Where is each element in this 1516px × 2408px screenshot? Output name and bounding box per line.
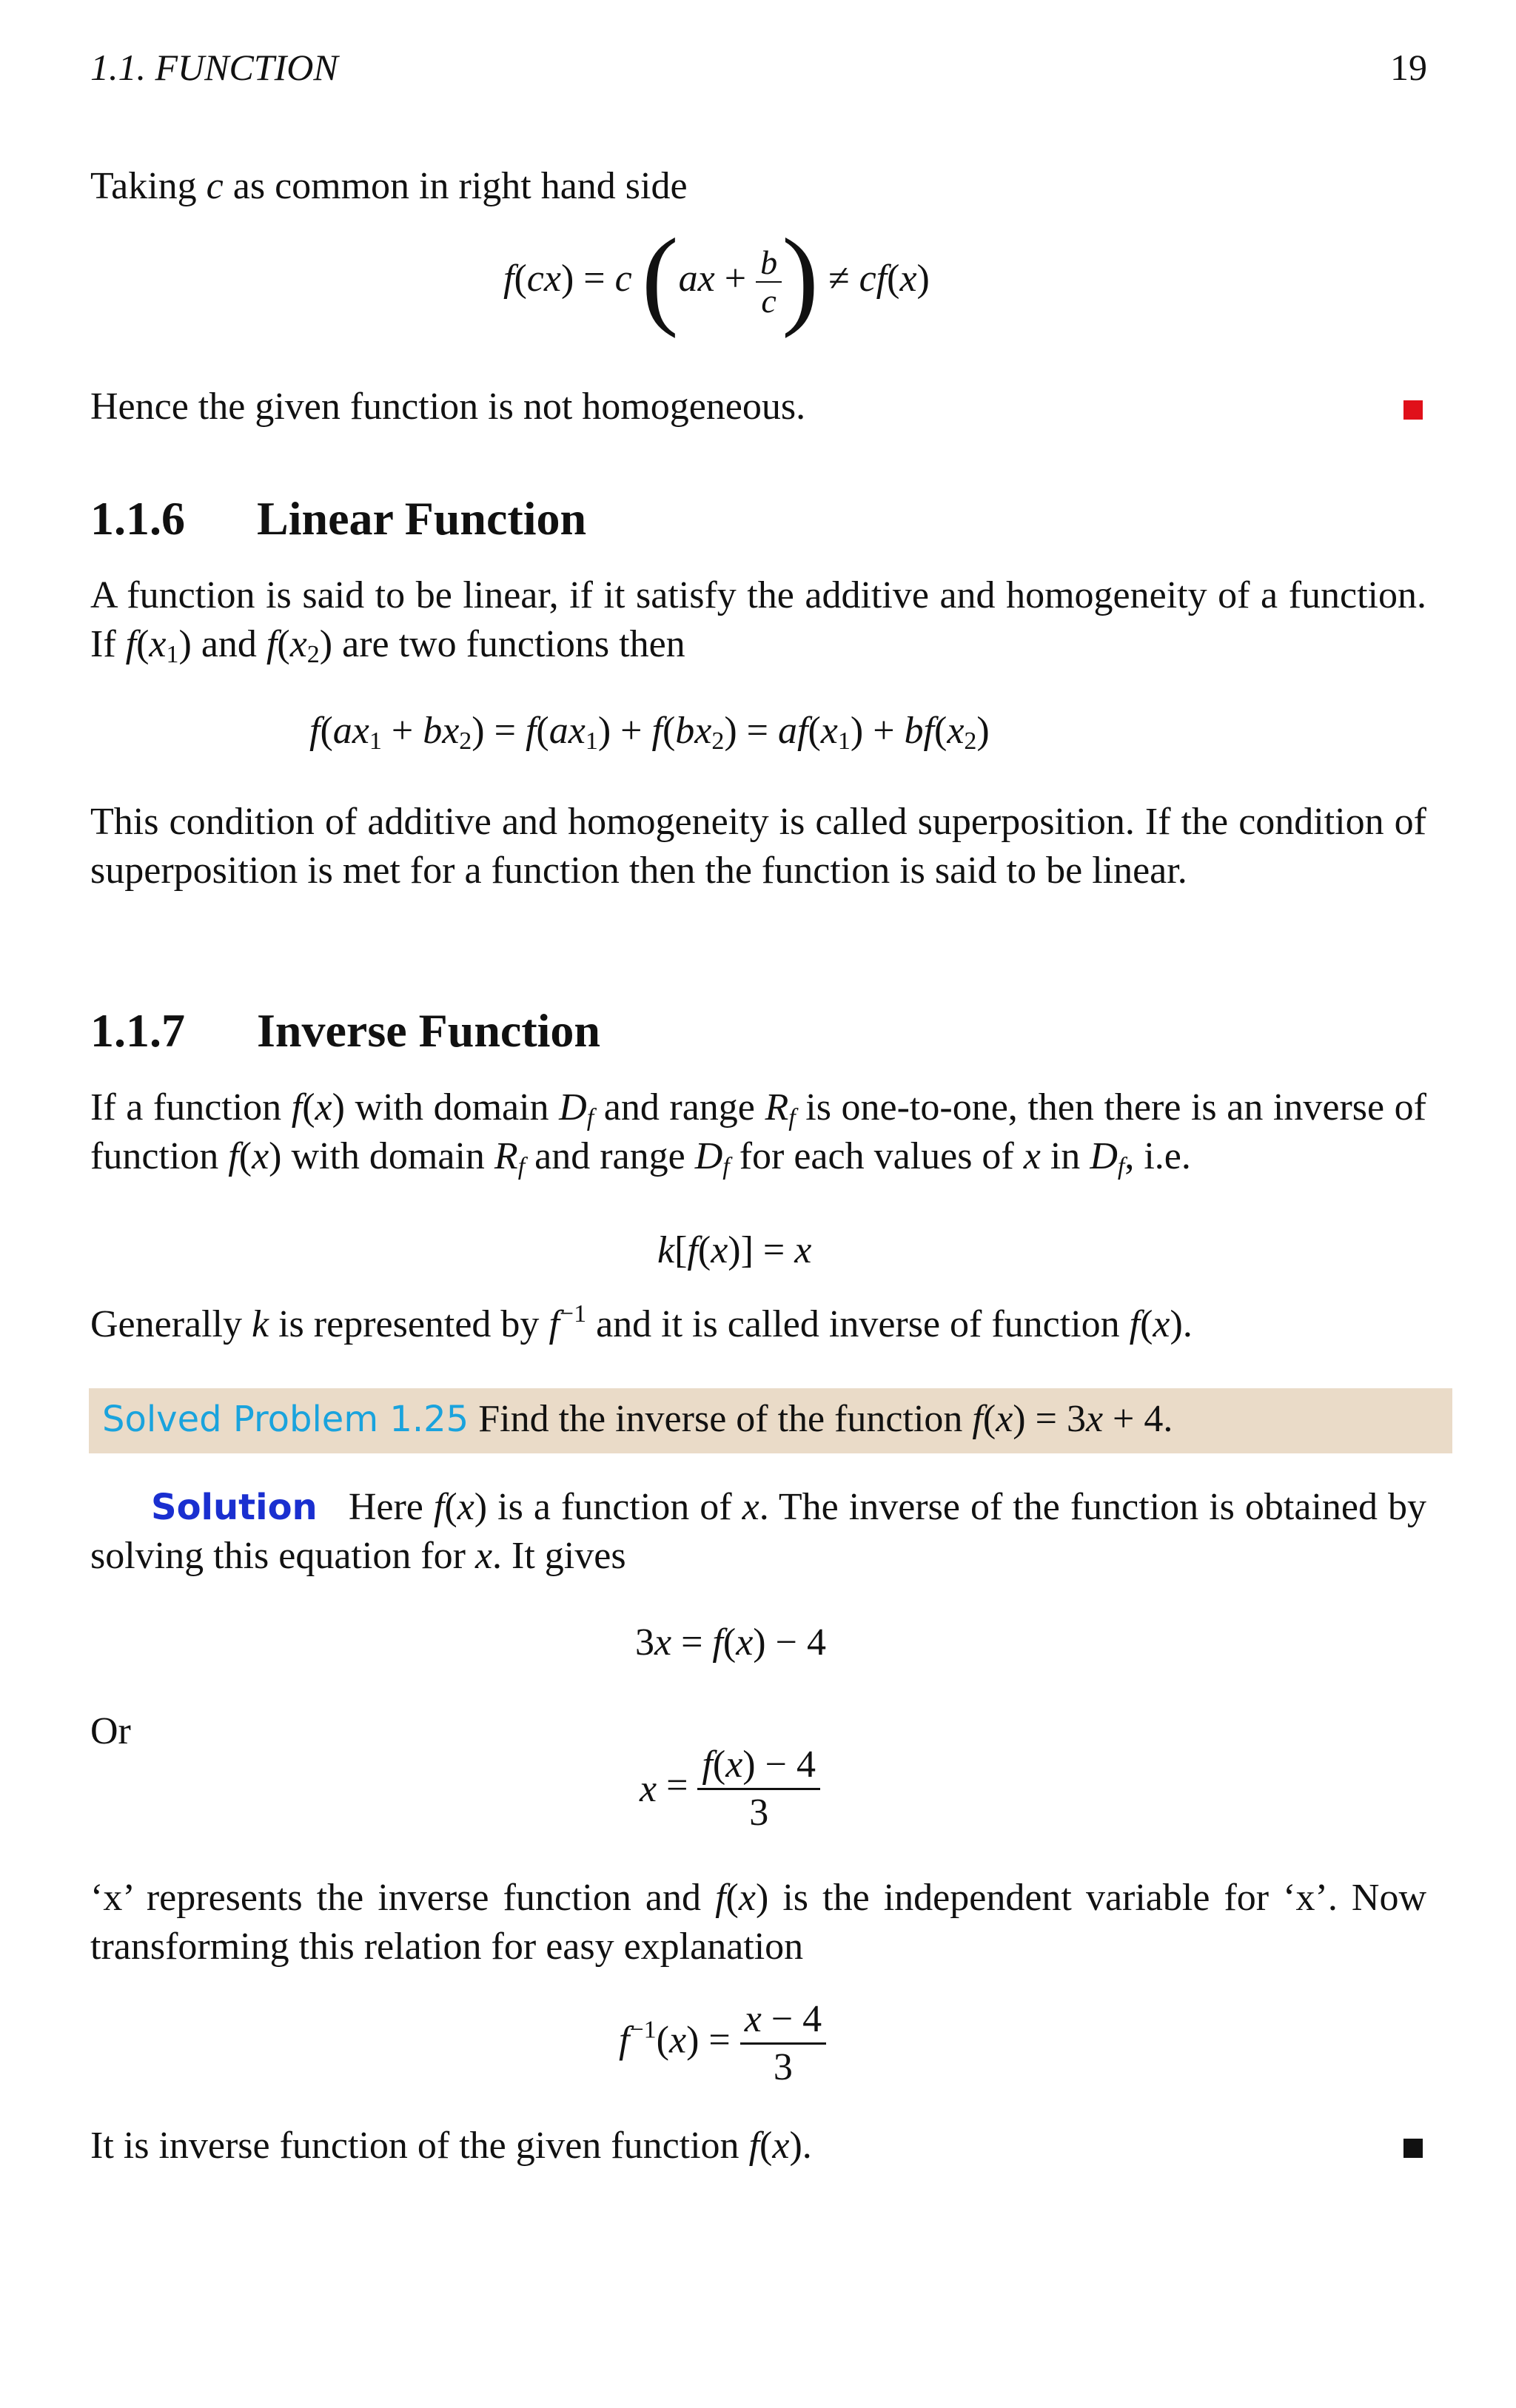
paragraph-explain: ‘x’ represents the inverse function and f(x) is the independent variable for ‘x’. Now transforming this relation for easy explanation [90, 1877, 1426, 1968]
section-title: Linear Function [257, 492, 587, 545]
paragraph-taking-c: Taking c as common in right hand side [90, 165, 688, 207]
equation-linearity: $f(ax_1 + bx_2) = f(ax_1) + f(bx_2) = af(x_1) + bf(x_2)$ [309, 710, 990, 755]
end-of-proof-red-square [1403, 400, 1423, 420]
paragraph-generally: Generally k is represented by $f^{-1}$ and it is called inverse of function f(x). [90, 1300, 1193, 1345]
solution-label: Solution [151, 1487, 318, 1528]
word-or: Or [90, 1710, 131, 1752]
solved-problem-statement: Solved Problem 1.25 Find the inverse of the function f(x) = 3x + 4. [102, 1398, 1173, 1440]
paragraph-conclusion: It is inverse function of the given function f(x). [90, 2125, 812, 2167]
solution-paragraph: Solution Here f(x) is a function of x. The inverse of the function is obtained by solving this equation for x. It gives [90, 1486, 1427, 1577]
section-heading-linear [90, 491, 586, 546]
paragraph-superposition: This condition of additive and homogeneity is called superposition. If the condition of superposition is met for a function then the function is said to be linear. [90, 801, 1426, 892]
paragraph-inverse-definition: If a function f(x) with domain $D_f$ and range $R_f$ is one-to-one, then there is an inverse of function f(x) with domain $R_f$ and range $D_f$ for each values of x in $D_f$, i.e. [90, 1086, 1426, 1180]
section-number: 1.1.6 [90, 492, 185, 545]
equation-inverse-result: $f^{-1}(x)$ = $\frac{x - 4}{3}$ [619, 1997, 826, 2091]
paragraph-not-homogeneous: Hence the given function is not homogeneous. [90, 386, 806, 428]
equation-fcx: f(cx) = c (ax + $\frac{b}{c}$ ) ≠ cf(x) [503, 216, 930, 339]
equation-3x: 3x = f(x) − 4 [635, 1621, 826, 1664]
section-title: Inverse Function [257, 1004, 600, 1057]
paragraph-linear-definition: A function is said to be linear, if it satisfy the additive and homogeneity of a function. If $f(x_1)$ and $f(x_2)$ are two functions then [90, 574, 1426, 668]
section-number: 1.1.7 [90, 1004, 185, 1057]
equation-x-fraction: x = $\frac{f(x) - 4}{3}$ [640, 1742, 820, 1836]
page-number: 19 [1390, 47, 1427, 88]
solved-problem-label: Solved Problem 1.25 [102, 1399, 469, 1440]
equation-k-of-f: k[f(x)] = x [657, 1229, 812, 1271]
end-of-proof-black-square [1403, 2139, 1423, 2158]
section-heading-inverse [90, 1003, 600, 1058]
running-header-chapter: 1.1. FUNCTION [90, 47, 338, 88]
